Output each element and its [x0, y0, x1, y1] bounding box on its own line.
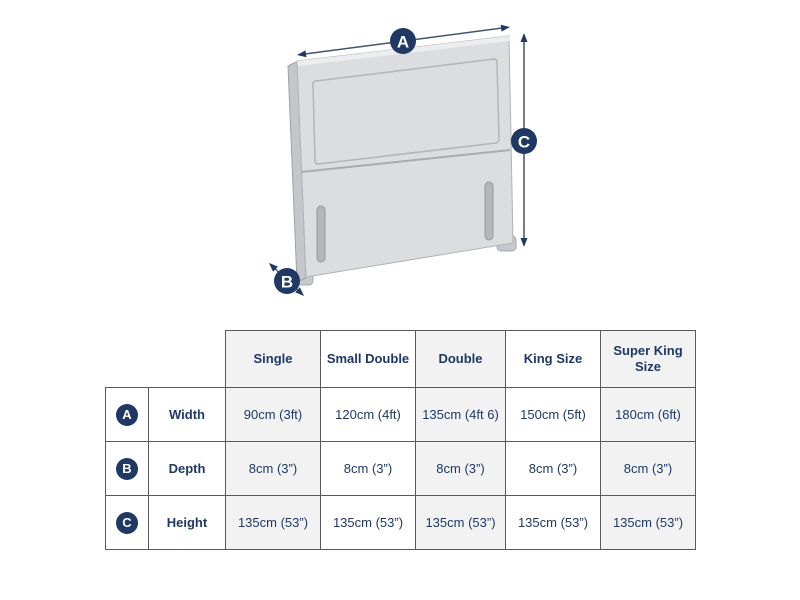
row-badge-cell	[106, 388, 149, 442]
headboard-right-slot	[485, 182, 493, 240]
table-row-depth	[106, 442, 696, 496]
headboard-left-slot	[317, 206, 325, 262]
col-header-single: Single	[226, 331, 321, 388]
table-row-height	[106, 496, 696, 550]
cell-height-super-king: 135cm (53”)	[601, 496, 696, 550]
col-header-small-double: Small Double	[321, 331, 416, 388]
cell-height-king-size: 135cm (53”)	[506, 496, 601, 550]
cell-height-small-double: 135cm (53”)	[321, 496, 416, 550]
table-row-width	[106, 388, 696, 442]
header-corner-blank	[106, 331, 226, 388]
cell-width-super-king: 180cm (6ft)	[601, 388, 696, 442]
dimension-badge-b	[274, 268, 300, 294]
row-badge-c: C	[116, 512, 138, 534]
cell-width-double: 135cm (4ft 6)	[416, 388, 506, 442]
headboard-face	[297, 36, 513, 277]
cell-depth-double: 8cm (3”)	[416, 442, 506, 496]
header-row	[106, 331, 696, 388]
col-header-super-king-size: Super King Size	[601, 331, 696, 388]
svg-text:A: A	[396, 32, 410, 52]
cell-depth-king-size: 8cm (3”)	[506, 442, 601, 496]
cell-depth-small-double: 8cm (3”)	[321, 442, 416, 496]
row-badge-a: A	[116, 404, 138, 426]
dimension-badge-c	[511, 128, 537, 154]
cell-height-single: 135cm (53”)	[226, 496, 321, 550]
cell-depth-super-king: 8cm (3”)	[601, 442, 696, 496]
row-label-depth: Depth	[149, 442, 226, 496]
cell-height-double: 135cm (53”)	[416, 496, 506, 550]
row-label-height: Height	[149, 496, 226, 550]
svg-text:C: C	[517, 132, 531, 152]
cell-width-single: 90cm (3ft)	[226, 388, 321, 442]
col-header-double: Double	[416, 331, 506, 388]
row-badge-cell	[106, 496, 149, 550]
cell-width-king-size: 150cm (5ft)	[506, 388, 601, 442]
row-badge-b: B	[116, 458, 138, 480]
cell-depth-single: 8cm (3”)	[226, 442, 321, 496]
svg-text:B: B	[280, 272, 294, 292]
dimension-badge-a	[390, 28, 416, 54]
row-badge-cell	[106, 442, 149, 496]
spec-table	[105, 330, 696, 550]
col-header-king-size: King Size	[506, 331, 601, 388]
cell-width-small-double: 120cm (4ft)	[321, 388, 416, 442]
row-label-width: Width	[149, 388, 226, 442]
